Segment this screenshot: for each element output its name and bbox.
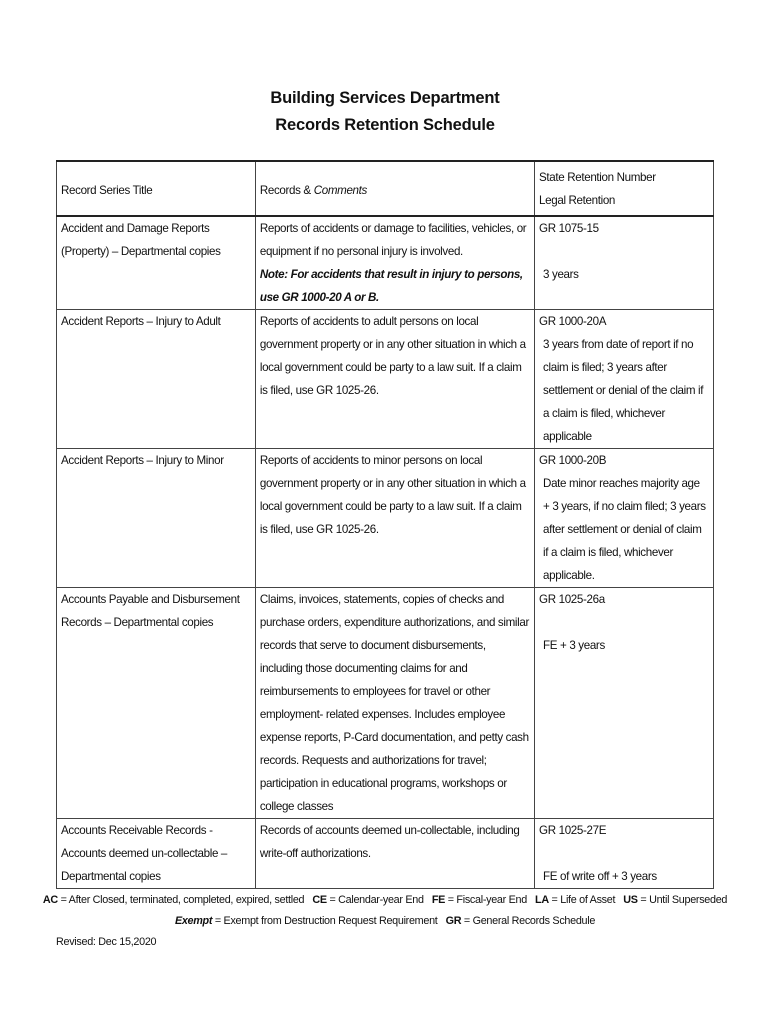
table-row [57, 310, 714, 449]
legend-ac-def: = After Closed, terminated, completed, expired, settled [57, 894, 305, 906]
legend-ce-def: = Calendar-year End [326, 894, 424, 906]
col-header-records-prefix: Records & [259, 184, 314, 197]
row-retention-cell [535, 449, 714, 588]
row-number: GR 1025-26a [539, 593, 605, 606]
row-comments: Reports of accidents to adult persons on local government property or in any other situation in which a local government could be party to a law suit. If a claim is filed, use GR 1025-26. [255, 310, 534, 449]
row-retention: Date minor reaches majority age + 3 years, if no claim filed; 3 years after settlement or denial of claim if a claim is filed, whichever applicable. [543, 477, 706, 582]
table-row [57, 216, 714, 310]
col-header-series-label: Record Series Title [61, 184, 153, 197]
row-retention: FE of write off + 3 years [543, 870, 657, 883]
row-retention-cell [535, 588, 714, 819]
row-comments: Reports of accidents to minor persons on local government property or in any other situation in which a local government could be party to a law suit. If a claim is filed, use GR 1025-26. [255, 449, 534, 588]
row-retention-cell [535, 819, 714, 889]
legend-line-2 [0, 915, 770, 927]
row-comments-cell [255, 216, 534, 310]
legend-ac-key: AC [42, 894, 58, 906]
table-row [57, 588, 714, 819]
legend-fe-key: FE [431, 894, 446, 906]
row-title: Accounts Receivable Records - Accounts deemed un-collectable – Departmental copies [57, 819, 256, 889]
row-comments: Claims, invoices, statements, copies of checks and purchase orders, expenditure authorizations, and similar records that serve to document disbursements, including those documenting claims for and reimbursements to employees for travel or other employment- related expenses. Includes employee expense reports, P-Card documentation, and petty cash records. Requests and authorizations for travel; participation in educational programs, workshops or college classes [255, 588, 534, 819]
row-title: Accident and Damage Reports (Property) – Departmental copies [57, 216, 256, 310]
row-number: GR 1025-27E [539, 824, 607, 837]
row-retention: 3 years from date of report if no claim is filed; 3 years after settlement or denial of the claim if a claim is filed, whichever applicable [543, 338, 704, 443]
row-number: GR 1000-20B [539, 454, 607, 467]
row-retention: FE + 3 years [543, 639, 605, 652]
legend-fe-def: = Fiscal-year End [445, 894, 527, 906]
legend-us-key: US [623, 894, 638, 906]
row-number: GR 1000-20A [539, 315, 607, 328]
col-header-series [57, 161, 256, 216]
row-retention: 3 years [543, 268, 579, 281]
legend-us-def: = Until Superseded [637, 894, 728, 906]
legend-gr-def: = General Records Schedule [461, 915, 596, 927]
legend-exempt-def: = Exempt from Destruction Request Requirement [212, 915, 438, 927]
col-header-records [255, 161, 534, 216]
col-header-retention-line1: State Retention Number [539, 171, 656, 184]
table-row [57, 449, 714, 588]
row-title: Accident Reports – Injury to Minor [57, 449, 256, 588]
col-header-records-label [260, 166, 530, 202]
row-title: Accident Reports – Injury to Adult [57, 310, 256, 449]
legend-la-key: LA [535, 894, 549, 906]
legend-line-1 [0, 894, 770, 906]
revised-date: Revised: Dec 15,2020 [56, 936, 157, 948]
retention-table [56, 160, 714, 889]
legend-exempt-key: Exempt [174, 915, 213, 927]
col-header-records-italic: Comments [313, 184, 367, 197]
legend-ce-key: CE [312, 894, 327, 906]
row-retention-cell [535, 216, 714, 310]
row-comments: Reports of accidents or damage to facilities, vehicles, or equipment if no personal injury is involved. [259, 222, 527, 258]
row-title: Accounts Payable and Disbursement Records – Departmental copies [57, 588, 256, 819]
page-title: Building Services Department [270, 89, 500, 107]
page-subtitle: Records Retention Schedule [275, 116, 495, 134]
row-number: GR 1075-15 [539, 222, 599, 235]
legend-la-def: = Life of Asset [548, 894, 616, 906]
table-header-row [57, 161, 714, 216]
row-comments: Records of accounts deemed un-collectable, including write-off authorizations. [255, 819, 534, 889]
table-row [57, 819, 714, 889]
row-retention-cell [535, 310, 714, 449]
col-header-retention-line2: Legal Retention [539, 194, 616, 207]
row-note: Note: For accidents that result in injury to persons, use GR 1000-20 A or B. [259, 268, 523, 304]
col-header-retention [535, 161, 714, 216]
legend-gr-key: GR [445, 915, 462, 927]
